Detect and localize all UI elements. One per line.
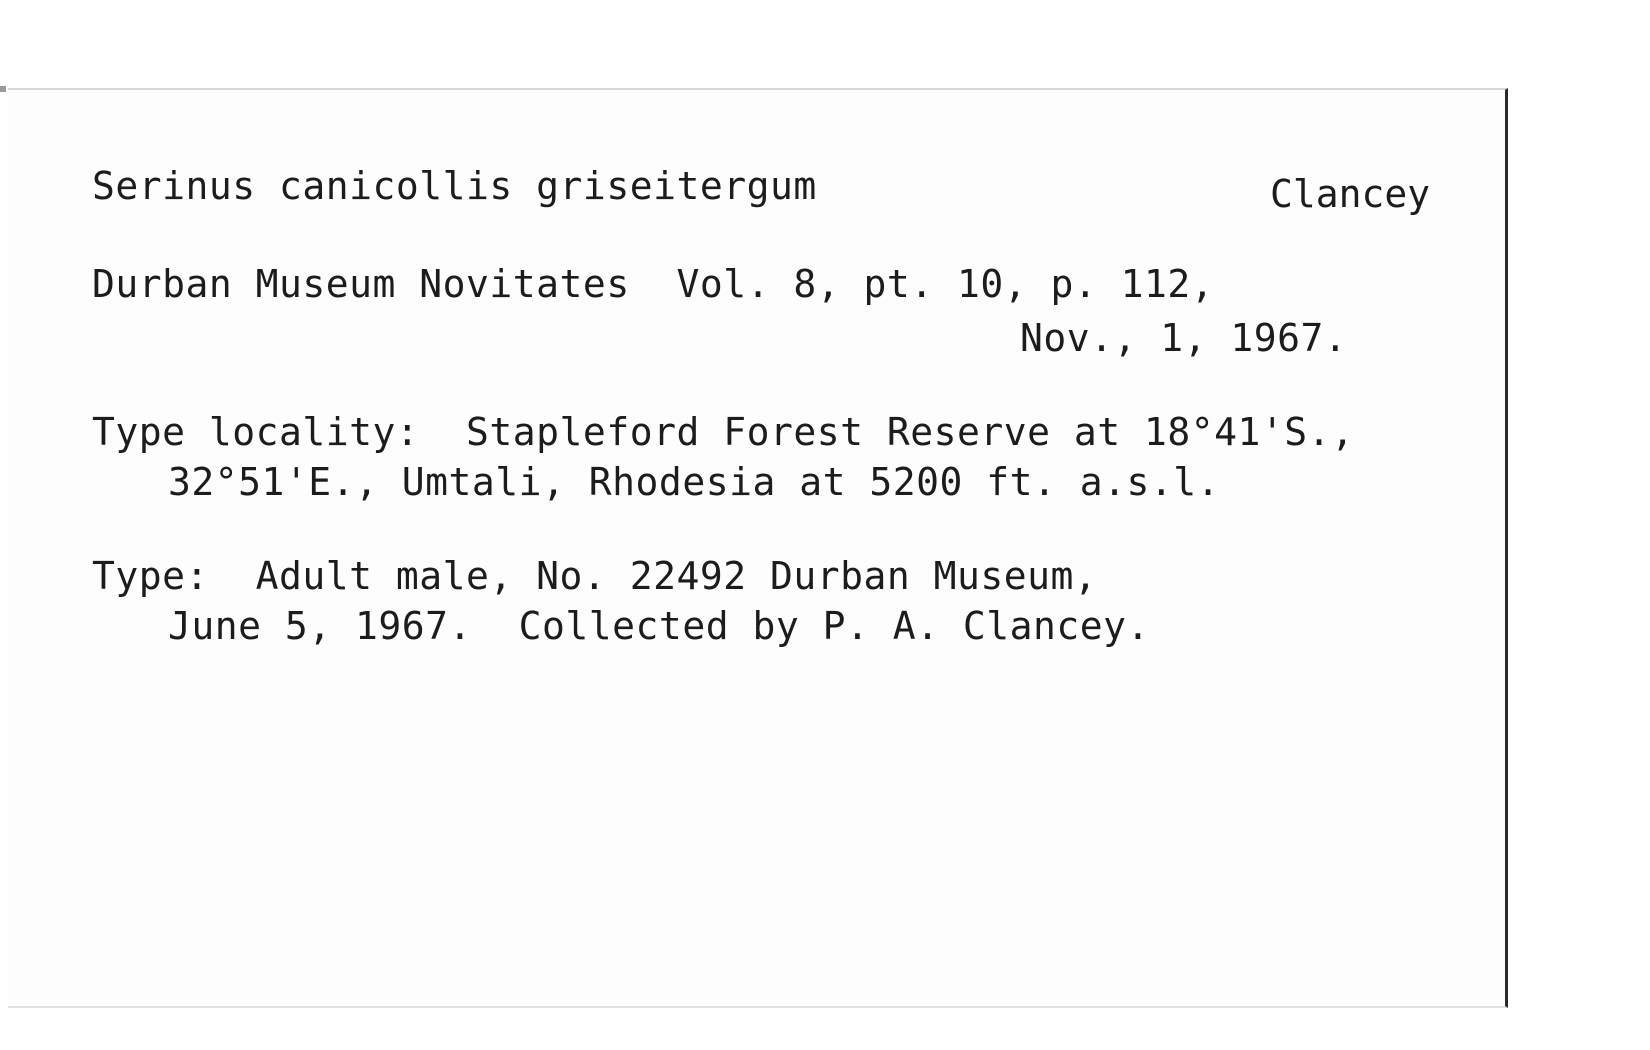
- type-line-2: June 5, 1967. Collected by P. A. Clancey.: [168, 604, 1150, 648]
- taxon-authority: Clancey: [1270, 172, 1431, 216]
- taxon-name: Serinus canicollis griseitergum: [92, 164, 817, 208]
- type-locality-line-1: Type locality: Stapleford Forest Reserve at 18°41'S.,: [92, 410, 1355, 454]
- index-card: [8, 88, 1508, 1008]
- citation-line-1: Durban Museum Novitates Vol. 8, pt. 10, p. 112,: [92, 262, 1215, 306]
- scan-corner-mark: [0, 86, 6, 92]
- citation-line-2: Nov., 1, 1967.: [1020, 316, 1348, 360]
- type-locality-line-2: 32°51'E., Umtali, Rhodesia at 5200 ft. a.s.l.: [168, 460, 1221, 504]
- type-line-1: Type: Adult male, No. 22492 Durban Museum,: [92, 554, 1098, 598]
